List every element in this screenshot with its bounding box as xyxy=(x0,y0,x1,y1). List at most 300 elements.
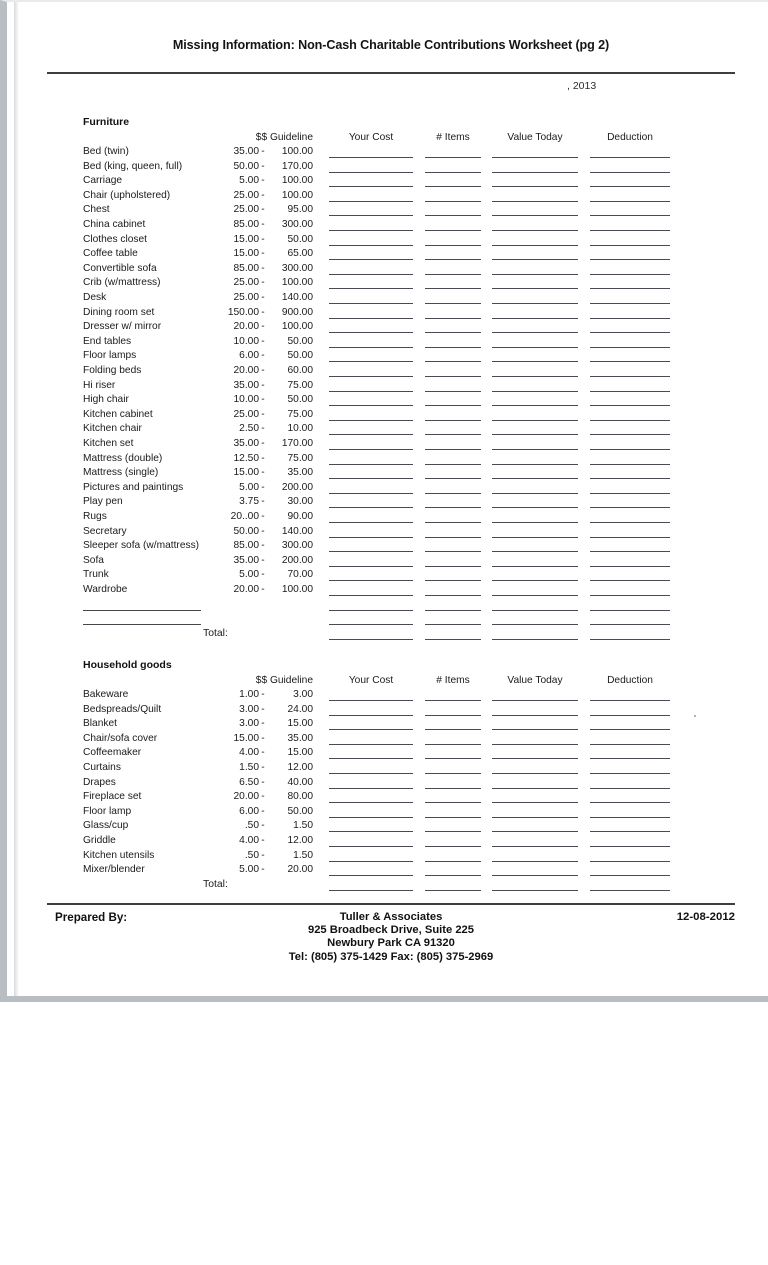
blank-entry-line-deduction[interactable] xyxy=(590,405,670,406)
blank-entry-line-value-today[interactable] xyxy=(492,729,578,730)
item-guideline-range: 85.00 - 300.00 xyxy=(233,540,313,552)
table-row xyxy=(83,321,703,336)
blank-entry-line-value-today[interactable] xyxy=(492,522,578,523)
blank-entry-line-deduction[interactable] xyxy=(590,274,670,275)
blank-entry-line-your-cost[interactable] xyxy=(329,817,413,818)
blank-entry-line-items[interactable] xyxy=(425,259,481,260)
blank-entry-line-items[interactable] xyxy=(425,361,481,362)
blank-entry-line-items[interactable] xyxy=(425,831,481,832)
blank-entry-line-deduction[interactable] xyxy=(590,449,670,450)
blank-entry-line-your-cost[interactable] xyxy=(329,201,413,202)
blank-entry-line-deduction[interactable] xyxy=(590,420,670,421)
blank-entry-line-deduction[interactable] xyxy=(590,157,670,158)
table-row xyxy=(83,747,703,762)
item-guideline-range: 1.00 - 3.00 xyxy=(239,689,313,700)
blank-entry-line-your-cost[interactable] xyxy=(329,376,413,377)
table-row xyxy=(83,394,703,409)
item-name: Coffeemaker xyxy=(83,747,142,759)
item-guideline-range: 6.50 - 40.00 xyxy=(239,776,313,788)
section-title-furniture: Furniture xyxy=(83,116,130,128)
blank-entry-line-items[interactable] xyxy=(425,861,481,862)
blank-entry-line-deduction[interactable] xyxy=(590,478,670,479)
blank-entry-line-value-today[interactable] xyxy=(492,861,578,862)
item-name: Coffee table xyxy=(83,248,138,260)
prepared-by-label: Prepared By: xyxy=(55,911,128,924)
blank-entry-line-deduction[interactable] xyxy=(590,361,670,362)
blank-entry-line-items[interactable] xyxy=(425,758,481,759)
blank-entry-line-items[interactable] xyxy=(425,186,481,187)
blank-entry-line-items[interactable] xyxy=(425,639,481,640)
total-label: Total: xyxy=(203,878,228,890)
table-row xyxy=(83,835,703,850)
blank-entry-line-items[interactable] xyxy=(425,420,481,421)
item-guideline-range: 25.00 - 95.00 xyxy=(233,204,313,216)
blank-entry-line-items[interactable] xyxy=(425,744,481,745)
blank-entry-line-your-cost[interactable] xyxy=(329,522,413,523)
blank-entry-line-value-today[interactable] xyxy=(492,201,578,202)
blank-entry-line-value-today[interactable] xyxy=(492,172,578,173)
blank-entry-line-your-cost[interactable] xyxy=(329,890,413,891)
item-name: Secretary xyxy=(83,525,127,537)
blank-entry-line-deduction[interactable] xyxy=(590,230,670,231)
blank-entry-line-items[interactable] xyxy=(425,522,481,523)
blank-entry-line-items[interactable] xyxy=(425,347,481,348)
blank-entry-line-deduction[interactable] xyxy=(590,318,670,319)
item-name: Kitchen cabinet xyxy=(83,408,153,420)
blank-entry-line-your-cost[interactable] xyxy=(329,639,413,640)
blank-entry-line-items[interactable] xyxy=(425,890,481,891)
item-name: Curtains xyxy=(83,762,121,773)
item-name: Folding beds xyxy=(83,365,142,376)
footer-divider xyxy=(47,903,735,905)
blank-entry-line-value-today[interactable] xyxy=(492,624,578,625)
blank-entry-line-deduction[interactable] xyxy=(590,332,670,333)
blank-entry-line-your-cost[interactable] xyxy=(329,464,413,465)
table-row xyxy=(83,365,703,380)
table-row xyxy=(83,350,703,365)
item-name: Mattress (double) xyxy=(83,452,163,464)
date-field[interactable]: , 2013 xyxy=(567,80,597,92)
blank-entry-line-deduction[interactable] xyxy=(590,434,670,435)
blank-entry-line-items[interactable] xyxy=(425,391,481,392)
blank-entry-line-deduction[interactable] xyxy=(590,729,670,730)
blank-entry-line-deduction[interactable] xyxy=(590,376,670,377)
blank-entry-line-deduction[interactable] xyxy=(590,172,670,173)
item-guideline-range: 3.00 - 15.00 xyxy=(239,718,313,730)
item-guideline-range: 5.00 - 20.00 xyxy=(239,864,313,876)
item-name: High chair xyxy=(83,394,129,406)
blank-entry-line-your-cost[interactable] xyxy=(329,332,413,333)
blank-entry-line-deduction[interactable] xyxy=(590,788,670,789)
table-row xyxy=(83,864,703,879)
write-in-item-line[interactable] xyxy=(83,624,201,625)
blank-entry-line-items[interactable] xyxy=(425,332,481,333)
blank-entry-line-your-cost[interactable] xyxy=(329,788,413,789)
blank-entry-line-items[interactable] xyxy=(425,507,481,508)
table-row xyxy=(83,511,703,526)
blank-entry-line-deduction[interactable] xyxy=(590,639,670,640)
item-guideline-range: 25.00 - 75.00 xyxy=(233,408,313,420)
blank-entry-line-items[interactable] xyxy=(425,595,481,596)
blank-entry-line-value-today[interactable] xyxy=(492,332,578,333)
blank-entry-line-your-cost[interactable] xyxy=(329,493,413,494)
blank-entry-line-items[interactable] xyxy=(425,215,481,216)
blank-entry-line-value-today[interactable] xyxy=(492,551,578,552)
blank-entry-line-value-today[interactable] xyxy=(492,318,578,319)
blank-entry-line-items[interactable] xyxy=(425,230,481,231)
table-row xyxy=(83,850,703,865)
blank-entry-line-deduction[interactable] xyxy=(590,846,670,847)
blank-entry-line-your-cost[interactable] xyxy=(329,700,413,701)
blank-entry-line-value-today[interactable] xyxy=(492,595,578,596)
blank-entry-line-value-today[interactable] xyxy=(492,831,578,832)
blank-entry-line-deduction[interactable] xyxy=(590,875,670,876)
table-row xyxy=(83,336,703,351)
table-row xyxy=(83,190,703,205)
blank-entry-line-value-today[interactable] xyxy=(492,361,578,362)
blank-entry-line-value-today[interactable] xyxy=(492,434,578,435)
table-row xyxy=(83,496,703,511)
blank-entry-line-value-today[interactable] xyxy=(492,802,578,803)
blank-entry-line-your-cost[interactable] xyxy=(329,318,413,319)
item-guideline-range: .50 - 1.50 xyxy=(244,820,313,832)
blank-entry-line-your-cost[interactable] xyxy=(329,157,413,158)
blank-entry-line-items[interactable] xyxy=(425,288,481,289)
item-name: Bed (twin) xyxy=(83,146,129,157)
blank-entry-line-items[interactable] xyxy=(425,478,481,479)
blank-entry-line-value-today[interactable] xyxy=(492,846,578,847)
table-row-blank xyxy=(83,628,703,643)
blank-entry-line-deduction[interactable] xyxy=(590,259,670,260)
blank-entry-line-value-today[interactable] xyxy=(492,758,578,759)
blank-entry-line-deduction[interactable] xyxy=(590,715,670,716)
blank-entry-line-value-today[interactable] xyxy=(492,215,578,216)
blank-entry-line-your-cost[interactable] xyxy=(329,580,413,581)
item-guideline-range: 3.00 - 24.00 xyxy=(239,703,313,715)
blank-entry-line-deduction[interactable] xyxy=(590,245,670,246)
column-header-your-cost: Your Cost xyxy=(348,132,394,143)
table-row xyxy=(83,689,703,704)
write-in-item-line[interactable] xyxy=(83,610,201,611)
blank-entry-line-items[interactable] xyxy=(425,580,481,581)
blank-entry-line-value-today[interactable] xyxy=(492,639,578,640)
table-row xyxy=(83,584,703,599)
table-row xyxy=(83,791,703,806)
blank-entry-line-value-today[interactable] xyxy=(492,157,578,158)
blank-entry-line-your-cost[interactable] xyxy=(329,624,413,625)
blank-entry-line-value-today[interactable] xyxy=(492,715,578,716)
blank-entry-line-items[interactable] xyxy=(425,875,481,876)
table-row xyxy=(83,467,703,482)
item-name: Floor lamps xyxy=(83,350,137,362)
blank-entry-line-your-cost[interactable] xyxy=(329,274,413,275)
blank-entry-line-your-cost[interactable] xyxy=(329,303,413,304)
blank-entry-line-value-today[interactable] xyxy=(492,303,578,304)
item-name: End tables xyxy=(83,335,132,347)
blank-entry-line-deduction[interactable] xyxy=(590,831,670,832)
blank-entry-line-value-today[interactable] xyxy=(492,493,578,494)
item-guideline-range: 10.00 - 50.00 xyxy=(233,394,313,406)
item-guideline-range: 35.00 - 100.00 xyxy=(233,146,313,157)
blank-entry-line-deduction[interactable] xyxy=(590,773,670,774)
blank-entry-line-deduction[interactable] xyxy=(590,215,670,216)
blank-entry-line-items[interactable] xyxy=(425,493,481,494)
item-name: Dining room set xyxy=(83,306,155,318)
blank-entry-line-items[interactable] xyxy=(425,729,481,730)
blank-entry-line-value-today[interactable] xyxy=(492,245,578,246)
blank-entry-line-your-cost[interactable] xyxy=(329,172,413,173)
blank-entry-line-items[interactable] xyxy=(425,566,481,567)
blank-entry-line-deduction[interactable] xyxy=(590,610,670,611)
blank-entry-line-your-cost[interactable] xyxy=(329,846,413,847)
item-name: Pictures and paintings xyxy=(83,481,184,493)
blank-entry-line-deduction[interactable] xyxy=(590,303,670,304)
blank-entry-line-your-cost[interactable] xyxy=(329,831,413,832)
blank-entry-line-value-today[interactable] xyxy=(492,464,578,465)
blank-entry-line-items[interactable] xyxy=(425,157,481,158)
section-title-household-goods: Household goods xyxy=(83,659,172,671)
blank-entry-line-items[interactable] xyxy=(425,817,481,818)
blank-entry-line-deduction[interactable] xyxy=(590,507,670,508)
blank-entry-line-value-today[interactable] xyxy=(492,788,578,789)
blank-entry-line-deduction[interactable] xyxy=(590,566,670,567)
item-guideline-range: 35.00 - 200.00 xyxy=(233,554,313,566)
blank-entry-line-deduction[interactable] xyxy=(590,347,670,348)
blank-entry-line-your-cost[interactable] xyxy=(329,434,413,435)
blank-entry-line-items[interactable] xyxy=(425,434,481,435)
table-row xyxy=(83,762,703,777)
blank-entry-line-items[interactable] xyxy=(425,464,481,465)
blank-entry-line-items[interactable] xyxy=(425,274,481,275)
blank-entry-line-your-cost[interactable] xyxy=(329,361,413,362)
item-name: Trunk xyxy=(83,569,109,581)
blank-entry-line-value-today[interactable] xyxy=(492,817,578,818)
item-guideline-range: 20.00 - 100.00 xyxy=(233,584,313,595)
item-name: Rugs xyxy=(83,511,107,522)
blank-entry-line-value-today[interactable] xyxy=(492,288,578,289)
table-row xyxy=(83,526,703,541)
column-header-items: # Items xyxy=(436,675,470,686)
table-row xyxy=(83,806,703,821)
item-name: Mattress (single) xyxy=(83,467,159,479)
blank-entry-line-deduction[interactable] xyxy=(590,201,670,202)
blank-entry-line-your-cost[interactable] xyxy=(329,610,413,611)
blank-entry-line-your-cost[interactable] xyxy=(329,802,413,803)
blank-entry-line-deduction[interactable] xyxy=(590,700,670,701)
item-name: China cabinet xyxy=(83,219,146,230)
table-row xyxy=(83,263,703,278)
blank-entry-line-value-today[interactable] xyxy=(492,274,578,275)
blank-entry-line-items[interactable] xyxy=(425,551,481,552)
blank-entry-line-items[interactable] xyxy=(425,773,481,774)
blank-entry-line-your-cost[interactable] xyxy=(329,449,413,450)
blank-entry-line-value-today[interactable] xyxy=(492,230,578,231)
item-name: Play pen xyxy=(83,496,123,508)
item-guideline-range: 5.00 - 70.00 xyxy=(239,569,313,581)
blank-entry-line-value-today[interactable] xyxy=(492,449,578,450)
blank-entry-line-value-today[interactable] xyxy=(492,537,578,538)
table-row xyxy=(83,704,703,719)
total-label: Total: xyxy=(203,627,228,639)
blank-entry-line-items[interactable] xyxy=(425,846,481,847)
blank-entry-line-your-cost[interactable] xyxy=(329,507,413,508)
item-guideline-range: 12.50 - 75.00 xyxy=(233,452,313,464)
blank-entry-line-value-today[interactable] xyxy=(492,376,578,377)
blank-entry-line-value-today[interactable] xyxy=(492,405,578,406)
item-guideline-range: 150.00 - 900.00 xyxy=(227,306,313,318)
blank-entry-line-deduction[interactable] xyxy=(590,890,670,891)
blank-entry-line-your-cost[interactable] xyxy=(329,566,413,567)
blank-entry-line-your-cost[interactable] xyxy=(329,405,413,406)
item-guideline-range: 35.00 - 170.00 xyxy=(233,438,313,449)
blank-entry-line-deduction[interactable] xyxy=(590,861,670,862)
blank-entry-line-deduction[interactable] xyxy=(590,464,670,465)
blank-entry-line-deduction[interactable] xyxy=(590,493,670,494)
blank-entry-line-items[interactable] xyxy=(425,318,481,319)
blank-entry-line-items[interactable] xyxy=(425,802,481,803)
item-name: Glass/cup xyxy=(83,820,129,832)
blank-entry-line-value-today[interactable] xyxy=(492,259,578,260)
blank-entry-line-value-today[interactable] xyxy=(492,890,578,891)
blank-entry-line-deduction[interactable] xyxy=(590,391,670,392)
item-guideline-range: 50.00 - 140.00 xyxy=(233,525,313,537)
blank-entry-line-your-cost[interactable] xyxy=(329,245,413,246)
blank-entry-line-your-cost[interactable] xyxy=(329,744,413,745)
item-name: Chest xyxy=(83,204,110,216)
column-header-items: # Items xyxy=(436,132,470,143)
blank-entry-line-items[interactable] xyxy=(425,172,481,173)
item-guideline-range: 15.00 - 35.00 xyxy=(233,732,313,744)
blank-entry-line-deduction[interactable] xyxy=(590,744,670,745)
item-guideline-range: 1.50 - 12.00 xyxy=(239,762,313,773)
blank-entry-line-value-today[interactable] xyxy=(492,566,578,567)
blank-entry-line-your-cost[interactable] xyxy=(329,758,413,759)
blank-entry-line-your-cost[interactable] xyxy=(329,230,413,231)
table-row xyxy=(83,540,703,555)
table-row xyxy=(83,204,703,219)
blank-entry-line-items[interactable] xyxy=(425,201,481,202)
blank-entry-line-your-cost[interactable] xyxy=(329,595,413,596)
table-row xyxy=(83,555,703,570)
blank-entry-line-items[interactable] xyxy=(425,405,481,406)
blank-entry-line-deduction[interactable] xyxy=(590,595,670,596)
blank-entry-line-your-cost[interactable] xyxy=(329,537,413,538)
item-guideline-range: 3.75 - 30.00 xyxy=(239,496,313,508)
table-row xyxy=(83,161,703,176)
table-row xyxy=(83,219,703,234)
table-row-blank xyxy=(83,613,703,628)
blank-entry-line-value-today[interactable] xyxy=(492,478,578,479)
blank-entry-line-items[interactable] xyxy=(425,788,481,789)
column-header-deduction: Deduction xyxy=(607,132,653,143)
blank-entry-line-value-today[interactable] xyxy=(492,875,578,876)
item-guideline-range: 50.00 - 170.00 xyxy=(233,160,313,172)
blank-entry-line-deduction[interactable] xyxy=(590,186,670,187)
item-name: Crib (w/mattress) xyxy=(83,277,161,289)
blank-entry-line-your-cost[interactable] xyxy=(329,861,413,862)
blank-entry-line-your-cost[interactable] xyxy=(329,288,413,289)
blank-entry-line-your-cost[interactable] xyxy=(329,186,413,187)
table-row xyxy=(83,482,703,497)
blank-entry-line-your-cost[interactable] xyxy=(329,391,413,392)
item-name: Kitchen utensils xyxy=(83,849,155,861)
column-header-guideline: $$ Guideline xyxy=(255,132,313,143)
blank-entry-line-your-cost[interactable] xyxy=(329,347,413,348)
item-name: Chair (upholstered) xyxy=(83,189,171,201)
blank-entry-line-deduction[interactable] xyxy=(590,288,670,289)
blank-entry-line-your-cost[interactable] xyxy=(329,478,413,479)
item-guideline-range: 15.00 - 65.00 xyxy=(233,248,313,260)
blank-entry-line-deduction[interactable] xyxy=(590,537,670,538)
column-header-value-today: Value Today xyxy=(507,675,563,686)
blank-entry-line-items[interactable] xyxy=(425,537,481,538)
table-row xyxy=(83,248,703,263)
blank-entry-line-items[interactable] xyxy=(425,700,481,701)
blank-entry-line-deduction[interactable] xyxy=(590,758,670,759)
item-guideline-range: 20.00 - 60.00 xyxy=(233,365,313,376)
item-name: Dresser w/ mirror xyxy=(83,321,162,333)
item-guideline-range: 4.00 - 12.00 xyxy=(239,835,313,846)
blank-entry-line-deduction[interactable] xyxy=(590,817,670,818)
blank-entry-line-value-today[interactable] xyxy=(492,773,578,774)
blank-entry-line-value-today[interactable] xyxy=(492,610,578,611)
blank-entry-line-your-cost[interactable] xyxy=(329,551,413,552)
blank-entry-line-items[interactable] xyxy=(425,449,481,450)
blank-entry-line-items[interactable] xyxy=(425,610,481,611)
blank-entry-line-value-today[interactable] xyxy=(492,507,578,508)
item-guideline-range: 6.00 - 50.00 xyxy=(239,350,313,362)
blank-entry-line-your-cost[interactable] xyxy=(329,420,413,421)
blank-entry-line-your-cost[interactable] xyxy=(329,259,413,260)
item-name: Bed (king, queen, full) xyxy=(83,160,183,172)
table-row xyxy=(83,718,703,733)
blank-entry-line-items[interactable] xyxy=(425,303,481,304)
blank-entry-line-deduction[interactable] xyxy=(590,580,670,581)
table-row xyxy=(83,175,703,190)
blank-entry-line-your-cost[interactable] xyxy=(329,875,413,876)
blank-entry-line-items[interactable] xyxy=(425,715,481,716)
blank-entry-line-items[interactable] xyxy=(425,376,481,377)
blank-entry-line-value-today[interactable] xyxy=(492,391,578,392)
table-row xyxy=(83,277,703,292)
item-name: Floor lamp xyxy=(83,805,132,817)
item-name: Sleeper sofa (w/mattress) xyxy=(83,540,200,552)
blank-entry-line-your-cost[interactable] xyxy=(329,215,413,216)
item-name: Chair/sofa cover xyxy=(83,732,158,744)
blank-entry-line-value-today[interactable] xyxy=(492,580,578,581)
blank-entry-line-your-cost[interactable] xyxy=(329,729,413,730)
table-row xyxy=(83,777,703,792)
item-guideline-range: 35.00 - 75.00 xyxy=(233,379,313,391)
blank-entry-line-value-today[interactable] xyxy=(492,700,578,701)
blank-entry-line-value-today[interactable] xyxy=(492,186,578,187)
blank-entry-line-deduction[interactable] xyxy=(590,802,670,803)
blank-entry-line-deduction[interactable] xyxy=(590,522,670,523)
blank-entry-line-deduction[interactable] xyxy=(590,624,670,625)
blank-entry-line-items[interactable] xyxy=(425,245,481,246)
blank-entry-line-value-today[interactable] xyxy=(492,420,578,421)
blank-entry-line-your-cost[interactable] xyxy=(329,773,413,774)
blank-entry-line-items[interactable] xyxy=(425,624,481,625)
item-name: Kitchen chair xyxy=(83,423,142,435)
blank-entry-line-deduction[interactable] xyxy=(590,551,670,552)
item-name: Sofa xyxy=(83,554,104,566)
blank-entry-line-your-cost[interactable] xyxy=(329,715,413,716)
blank-entry-line-value-today[interactable] xyxy=(492,744,578,745)
blank-entry-line-value-today[interactable] xyxy=(492,347,578,348)
item-name: Carriage xyxy=(83,175,123,187)
column-header-your-cost: Your Cost xyxy=(348,675,394,686)
